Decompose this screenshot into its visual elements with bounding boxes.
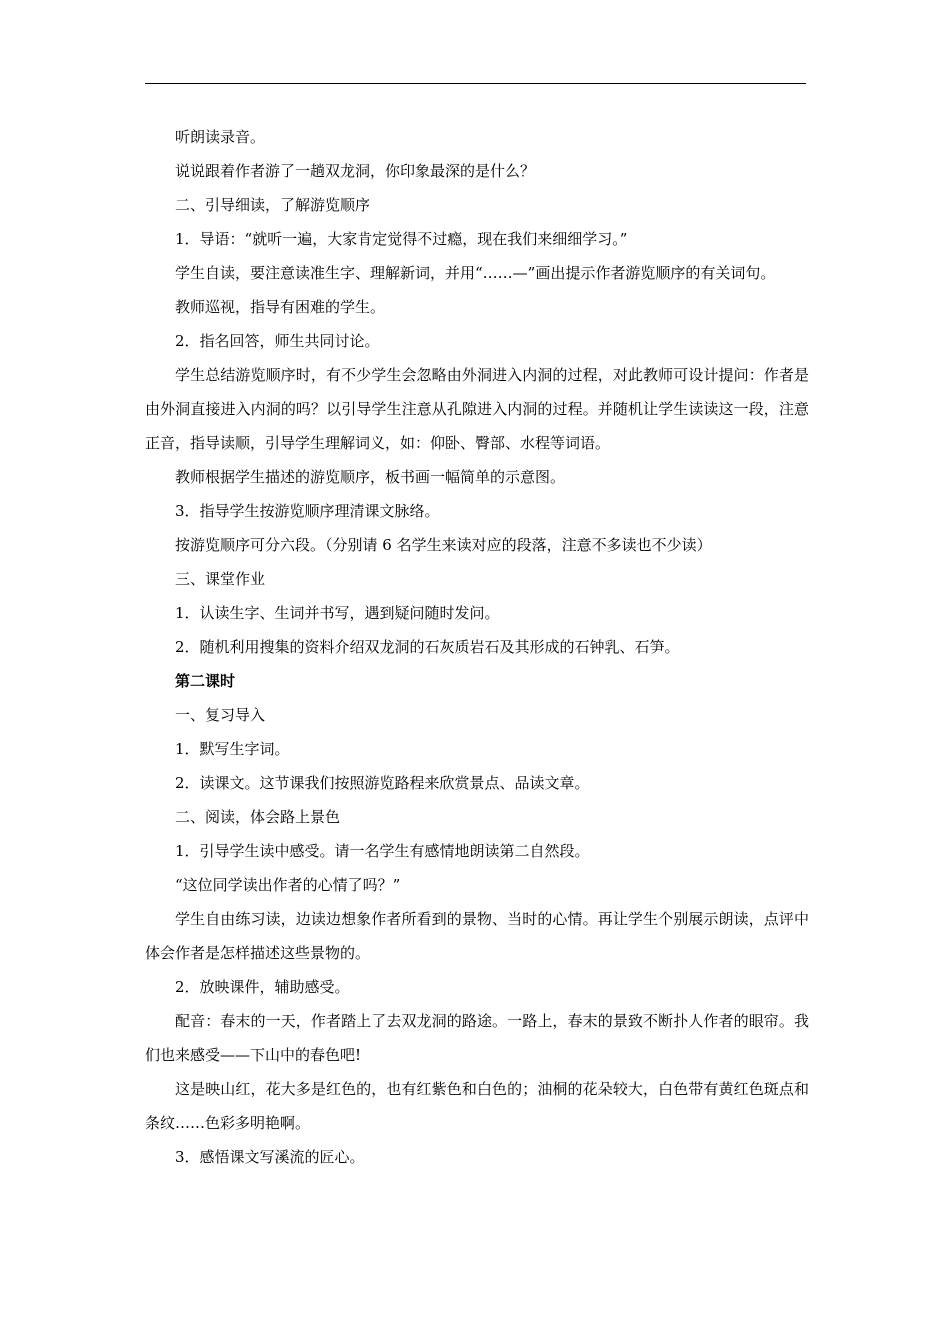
paragraph: 2．指名回答，师生共同讨论。 bbox=[175, 332, 380, 350]
paragraph: 3．感悟课文写溪流的匠心。 bbox=[175, 1148, 365, 1166]
paragraph: 按游览顺序可分六段。（分别请 6 名学生来读对应的段落，注意不多读也不少读） bbox=[175, 536, 712, 554]
paragraph: 学生自由练习读，边读边想象作者所看到的景物、当时的心情。再让学生个别展示朗读，点评中体会作者是怎样描述这些景物的。 bbox=[145, 910, 809, 962]
paragraph: 听朗读录音。 bbox=[175, 128, 266, 146]
paragraph: 配音：春末的一天，作者踏上了去双龙洞的路途。一路上，春末的景致不断扑人作者的眼帘。我们也来感受——下山中的春色吧! bbox=[145, 1012, 809, 1064]
paragraph: “这位同学读出作者的心情了吗？” bbox=[175, 876, 401, 894]
paragraph: 教师巡视，指导有困难的学生。 bbox=[175, 298, 386, 316]
paragraph: 学生总结游览顺序时，有不少学生会忽略由外洞进入内洞的过程，对此教师可设计提问：作者是由外洞直接进入内洞的吗？以引导学生注意从孔隙进入内洞的过程。并随机让学生读读这一段，注意正音，指导读顺，引导学生理解词义，如：仰卧、臀部、水程等词语。 bbox=[145, 366, 809, 452]
header-rule bbox=[145, 83, 806, 84]
section-heading: 二、阅读，体会路上景色 bbox=[175, 808, 341, 826]
lesson-heading: 第二课时 bbox=[175, 672, 236, 690]
section-heading: 二、引导细读，了解游览顺序 bbox=[175, 196, 371, 214]
paragraph: 2．读课文。这节课我们按照游览路程来欣赏景点、品读文章。 bbox=[175, 774, 590, 792]
paragraph: 2．放映课件，辅助感受。 bbox=[175, 978, 350, 996]
paragraph: 说说跟着作者游了一趟双龙洞，你印象最深的是什么？ bbox=[175, 162, 536, 180]
paragraph: 2．随机利用搜集的资料介绍双龙洞的石灰质岩石及其形成的石钟乳、石笋。 bbox=[175, 638, 680, 656]
paragraph: 教师根据学生描述的游览顺序，板书画一幅简单的示意图。 bbox=[175, 468, 566, 486]
section-heading: 一、复习导入 bbox=[175, 706, 266, 724]
paragraph: 1．默写生字词。 bbox=[175, 740, 290, 758]
paragraph: 1．引导学生读中感受。请一名学生有感情地朗读第二自然段。 bbox=[175, 842, 590, 860]
paragraph: 这是映山红，花大多是红色的，也有红紫色和白色的；油桐的花朵较大，白色带有黄红色斑点和条纹……色彩多明艳啊。 bbox=[145, 1080, 809, 1132]
paragraph: 学生自读，要注意读准生字、理解新词，并用“……—”画出提示作者游览顺序的有关词句。 bbox=[175, 264, 776, 282]
section-heading: 三、课堂作业 bbox=[175, 570, 266, 588]
paragraph: 1．认读生字、生词并书写，遇到疑问随时发问。 bbox=[175, 604, 500, 622]
paragraph: 1．导语：“就听一遍，大家肯定觉得不过瘾，现在我们来细细学习。” bbox=[175, 230, 628, 248]
paragraph: 3．指导学生按游览顺序理清课文脉络。 bbox=[175, 502, 440, 520]
document-body bbox=[145, 120, 809, 1174]
